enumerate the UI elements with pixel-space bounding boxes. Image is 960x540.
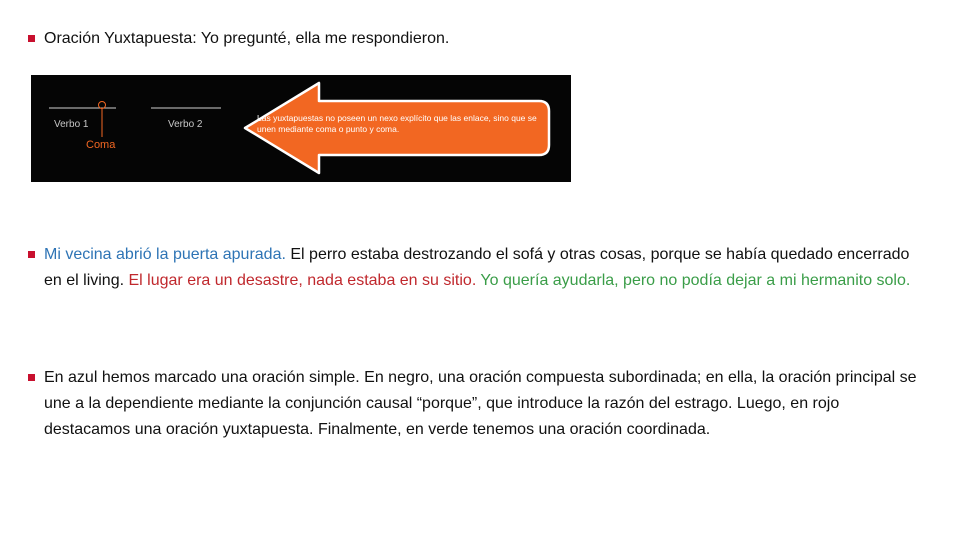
arrow-explanation-text: Las yuxtapuestas no poseen un nexo explícito que las enlace, sino que se unen mediante coma o punto y coma. bbox=[257, 113, 537, 134]
bullet-yuxtapuesta-example bbox=[28, 26, 928, 52]
yuxtapuesta-diagram bbox=[31, 75, 571, 182]
example-paragraph bbox=[44, 242, 928, 294]
juxtaposed-sentence: El lugar era un desastre, nada estaba en su sitio. bbox=[124, 272, 477, 289]
bullet-square-icon bbox=[28, 35, 35, 42]
explanation-text: En azul hemos marcado una oración simple. En negro, una oración compuesta subordinada; en ella, la oración principal se une a la dependiente mediante la conjunción causal “porque”, que introduce la razón del estrago. Luego, en rojo destacamos una oración yuxtapuesta. Finalmente, en verde tenemos una oración coordinada. bbox=[44, 369, 917, 438]
verbo2-label: Verbo 2 bbox=[168, 119, 203, 130]
bullet-example-paragraph bbox=[28, 242, 928, 294]
bullet-square-icon bbox=[28, 374, 35, 381]
subordinate-sentence: El perro estaba destrozando el sofá y otras cosas, porque se había quedado encerrado en el living. bbox=[44, 246, 910, 289]
bullet-text: Oración Yuxtapuesta: Yo pregunté, ella me respondieron. bbox=[44, 30, 450, 47]
coordinated-sentence: Yo quería ayudarla, pero no podía dejar a mi hermanito solo. bbox=[476, 272, 911, 289]
coma-label: Coma bbox=[86, 139, 116, 151]
simple-sentence: Mi vecina abrió la puerta apurada. bbox=[44, 246, 286, 263]
bullet-explanation bbox=[28, 365, 928, 443]
bullet-square-icon bbox=[28, 251, 35, 258]
verbo1-label: Verbo 1 bbox=[54, 119, 89, 130]
comma-marker-icon bbox=[99, 102, 106, 109]
